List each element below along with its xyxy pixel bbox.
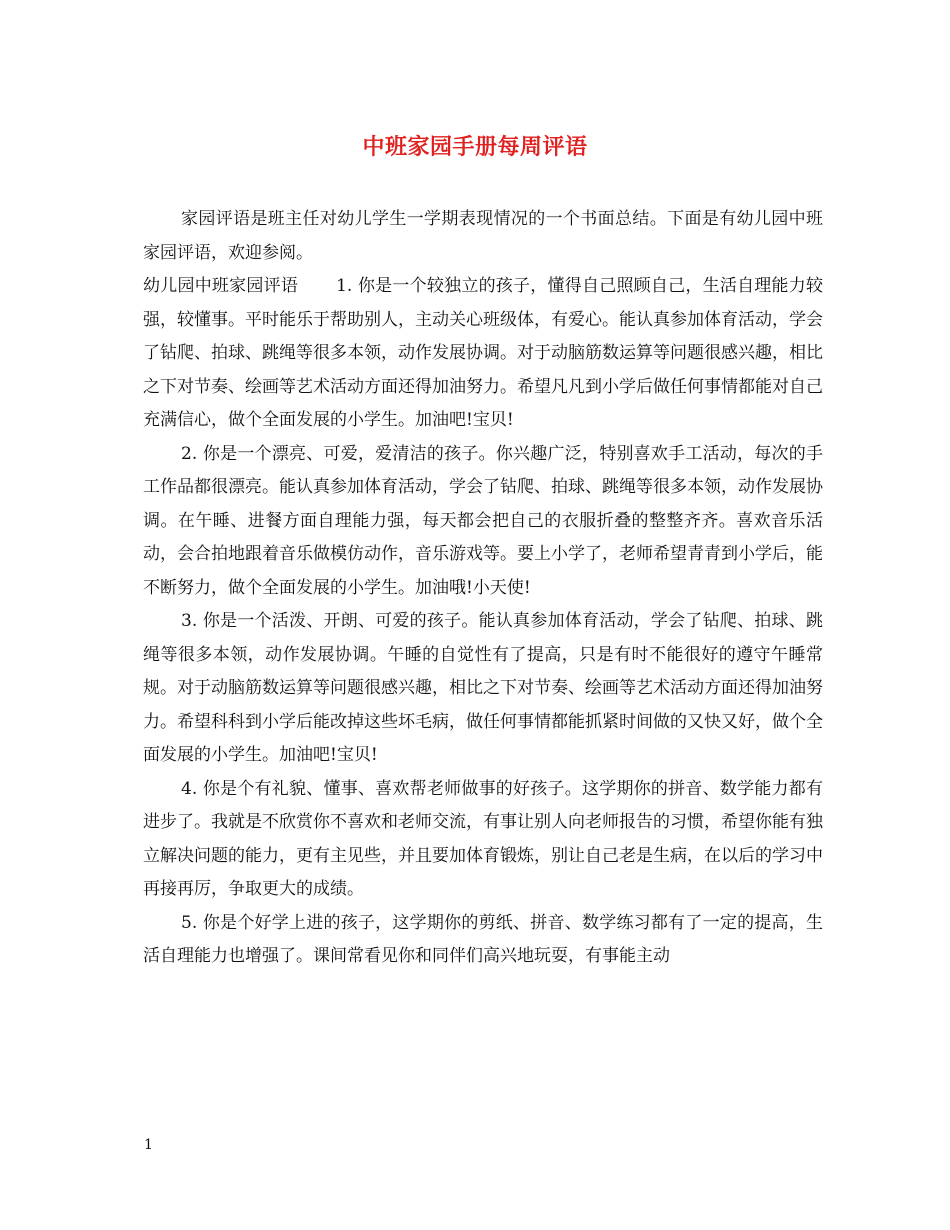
comment-text-1: 1. 你是一个较独立的孩子，懂得自己照顾自己，生活自理能力较强，较懂事。平时能乐于帮助别人，主动关心班级体，有爱心。能认真参加体育活动，学会了钻爬、拍球、跳绳等很多本领，动作发展协调。对于动脑筋数运算等问题很感兴趣，相比之下对节奏、绘画等艺术活动方面还得加油努力。希望凡凡到小学后做任何事情都能对自己充满信心，做个全面发展的小学生。加油吧!宝贝! [143, 276, 823, 430]
document-title: 中班家园手册每周评语 [362, 134, 588, 160]
page-number: 1 [144, 1137, 153, 1153]
comment-paragraph-2: 2. 你是一个漂亮、可爱，爱清洁的孩子。你兴趣广泛，特别喜欢手工活动，每次的手工作品都很漂亮。能认真参加体育活动，学会了钻爬、拍球、跳绳等很多本领，动作发展协调。在午睡、进餐方面自理能力强，每天都会把自己的衣服折叠的整整齐齐。喜欢音乐活动，会合拍地跟着音乐做模仿动作，音乐游戏等。要上小学了，老师希望青青到小学后，能不断努力，做个全面发展的小学生。加油哦!小天使! [143, 443, 823, 598]
comment-paragraph-1 [143, 270, 823, 438]
intro-paragraph: 家园评语是班主任对幼儿学生一学期表现情况的一个书面总结。下面是有幼儿园中班家园评语，欢迎参阅。 [143, 209, 823, 263]
comment-paragraph-5: 5. 你是个好学上进的孩子，这学期你的剪纸、拼音、数学练习都有了一定的提高，生活自理能力也增强了。课间常看见你和同伴们高兴地玩耍，有事能主动 [143, 912, 823, 966]
comment-paragraph-3: 3. 你是一个活泼、开朗、可爱的孩子。能认真参加体育活动，学会了钻爬、拍球、跳绳等很多本领，动作发展协调。午睡的自觉性有了提高，只是有时不能很好的遵守午睡常规。对于动脑筋数运算等问题很感兴趣，相比之下对节奏、绘画等艺术活动方面还得加油努力。希望科科到小学后能改掉这些坏毛病，做任何事情都能抓紧时间做的又快又好，做个全面发展的小学生。加油吧!宝贝! [143, 611, 823, 765]
document-body [143, 203, 823, 974]
comment-paragraph-4: 4. 你是个有礼貌、懂事、喜欢帮老师做事的好孩子。这学期你的拼音、数学能力都有进步了。我就是不欣赏你不喜欢和老师交流，有事让别人向老师报告的习惯，希望你能有独立解决问题的能力，更有主见些，并且要加体育锻炼，别让自己老是生病，在以后的学习中再接再厉，争取更大的成绩。 [143, 778, 823, 899]
section-label: 幼儿园中班家园评语 [143, 276, 299, 296]
